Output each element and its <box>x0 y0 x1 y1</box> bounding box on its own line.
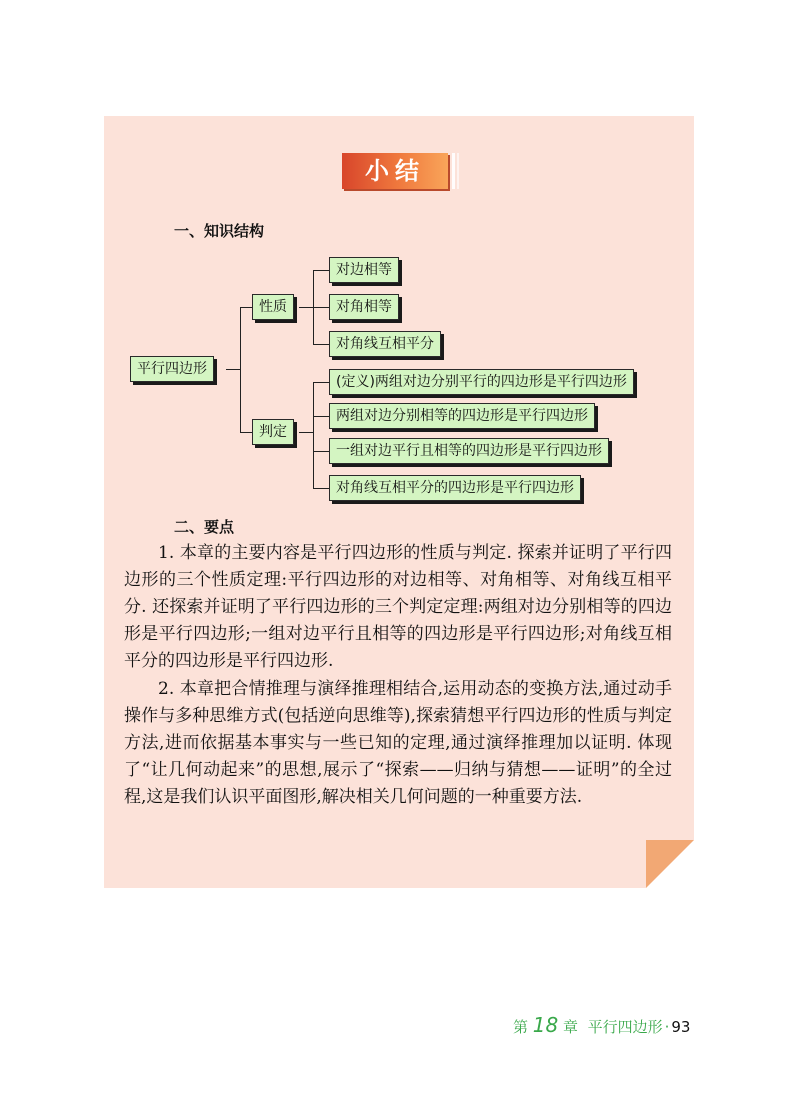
connector <box>313 382 314 488</box>
key-point-paragraph: 1. 本章的主要内容是平行四边形的性质与判定. 探索并证明了平行四边形的三个性质定理:平行四边形的对边相等、对角相等、对角线互相平分. 还探索并证明了平行四边形的三个判定定理:两组对边分别相等的四边形是平行四边形;一组对边平行且相等的四边形是平行四边形;对角线互相平分的四边形是平行四边形. <box>124 543 672 671</box>
connector <box>299 307 313 308</box>
section1-heading: 一、知识结构 <box>174 222 265 240</box>
property-item: 对角线互相平分 <box>329 331 441 357</box>
connector <box>313 451 329 452</box>
key-point-paragraph: 2. 本章把合情推理与演绎推理相结合,运用动态的变换方法,通过动手操作与多种思维方式(包括逆向思维等),探索猜想平行四边形的性质与判定方法,进而依据基本事实与一些已知的定理,通过演绎推理加以证明. 体现了“让几何动起来”的思想,展示了“探索——归纳与猜想——证明”的全过程,这是我们认识平面图形,解决相关几何问题的一种重要方法. <box>124 679 672 807</box>
chapter-title: 平行四边形 <box>587 1018 663 1036</box>
page-title: 小结 <box>342 153 448 189</box>
branch-node-properties: 性质 <box>252 294 294 320</box>
summary-panel <box>104 116 694 888</box>
connector <box>240 307 241 432</box>
property-item: 对边相等 <box>329 257 399 283</box>
criteria-item: 两组对边分别相等的四边形是平行四边形 <box>329 403 595 429</box>
criteria-item: 对角线互相平分的四边形是平行四边形 <box>329 475 581 501</box>
connector <box>240 307 252 308</box>
connector <box>240 432 252 433</box>
chapter-label: 第 18 章 <box>513 1013 579 1037</box>
root-node: 平行四边形 <box>130 356 214 382</box>
criteria-item: (定义)两组对边分别平行的四边形是平行四边形 <box>329 369 634 395</box>
connector <box>299 432 313 433</box>
title-stripe <box>452 153 455 189</box>
page-footer <box>513 1013 690 1037</box>
connector <box>313 270 329 271</box>
connector <box>313 307 329 308</box>
connector <box>313 488 329 489</box>
property-item: 对角相等 <box>329 294 399 320</box>
branch-node-criteria: 判定 <box>252 419 294 445</box>
connector <box>313 382 329 383</box>
folded-corner <box>646 840 694 888</box>
connector <box>313 344 329 345</box>
footer-separator: · <box>664 1018 670 1036</box>
connector <box>313 416 329 417</box>
title-banner <box>342 153 460 189</box>
criteria-item: 一组对边平行且相等的四边形是平行四边形 <box>329 438 609 464</box>
section2-heading: 二、要点 <box>174 518 235 536</box>
page-number: 93 <box>671 1018 691 1036</box>
connector <box>226 369 240 370</box>
title-stripe <box>457 153 459 189</box>
